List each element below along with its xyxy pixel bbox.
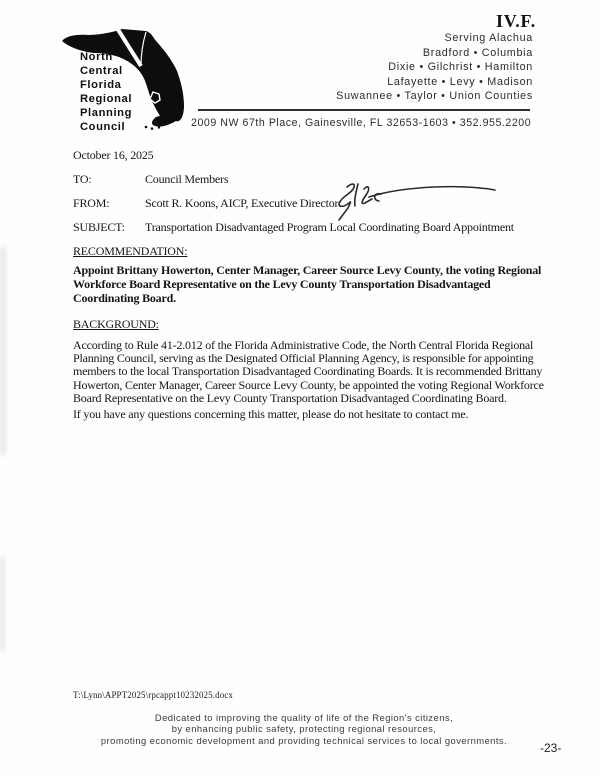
served-counties-line: Serving Alachua (444, 32, 533, 44)
recommendation-heading: RECOMMENDATION: (73, 244, 188, 258)
subject-value: Transportation Disadvantaged Program Local Coordinating Board Appointment (145, 220, 514, 234)
served-counties-line: Bradford • Columbia (422, 46, 533, 59)
dedication-line: promoting economic development and providing technical services to local governments. (100, 734, 508, 746)
logo-word: Planning (80, 107, 133, 119)
from-value: Scott R. Koons, AICP, Executive Director (145, 196, 339, 210)
logo-word: Council (80, 121, 126, 133)
closing-paragraph: If you have any questions concerning this matter, please do not hesitate to contact me. (73, 407, 469, 421)
logo-word: Florida (80, 79, 122, 91)
to-label: TO: (73, 172, 92, 186)
memo-subject-row (73, 220, 553, 235)
memo-date: October 16, 2025 (73, 148, 154, 162)
page-number: -23- (540, 741, 562, 755)
agenda-item-number: IV.F. (495, 11, 536, 31)
subject-label: SUBJECT: (73, 220, 125, 234)
logo-word: Central (80, 65, 123, 77)
recommendation-paragraph: Appoint Brittany Howerton, Center Manager, Career Source Levy County, the voting Regional Workforce Board Representative on the Levy County Transportation Disadvantaged Coordinating Board. (73, 263, 542, 305)
logo-word: North (80, 51, 113, 63)
document-file-path: T:\Lynn\APPT2025\rpcappt10232025.docx (73, 690, 233, 700)
to-value: Council Members (145, 172, 229, 186)
scan-artifact (0, 556, 5, 652)
served-counties-line: Lafayette • Levy • Madison (387, 75, 533, 88)
background-paragraph: According to Rule 41-2.012 of the Florida Administrative Code, the North Central Florida Regional Planning Council, serving as the Designated Official Planning Agency, is responsible for appointing members to the local Transportation Disadvantaged Coordinating Boards. It is recommended Brittany Howerton, Center Manager, Career Source Levy County, be appointed the voting Regional Workforce Board Representative on the Levy County Transportation Disadvantaged Coordinating Board. (73, 338, 544, 405)
served-counties-line: Suwannee • Taylor • Union Counties (336, 90, 533, 103)
executive-director-signature (333, 178, 503, 224)
dedication-statement (63, 712, 545, 746)
letterhead-address: 2009 NW 67th Place, Gainesville, FL 32653-1603 • 352.955.2200 (191, 117, 532, 129)
background-heading: BACKGROUND: (73, 317, 159, 331)
served-counties-list (336, 31, 533, 104)
logo-word: Regional (80, 93, 133, 105)
logo-wordmark (80, 50, 132, 134)
from-label: FROM: (73, 196, 110, 210)
dedication-line: by enhancing public safety, protecting regional resources, (171, 723, 437, 735)
dedication-line: Dedicated to improving the quality of life of the Region's citizens, (154, 712, 454, 723)
served-counties-line: Dixie • Gilchrist • Hamilton (388, 61, 533, 74)
scan-artifact (0, 246, 6, 456)
letterhead-divider (198, 109, 530, 111)
